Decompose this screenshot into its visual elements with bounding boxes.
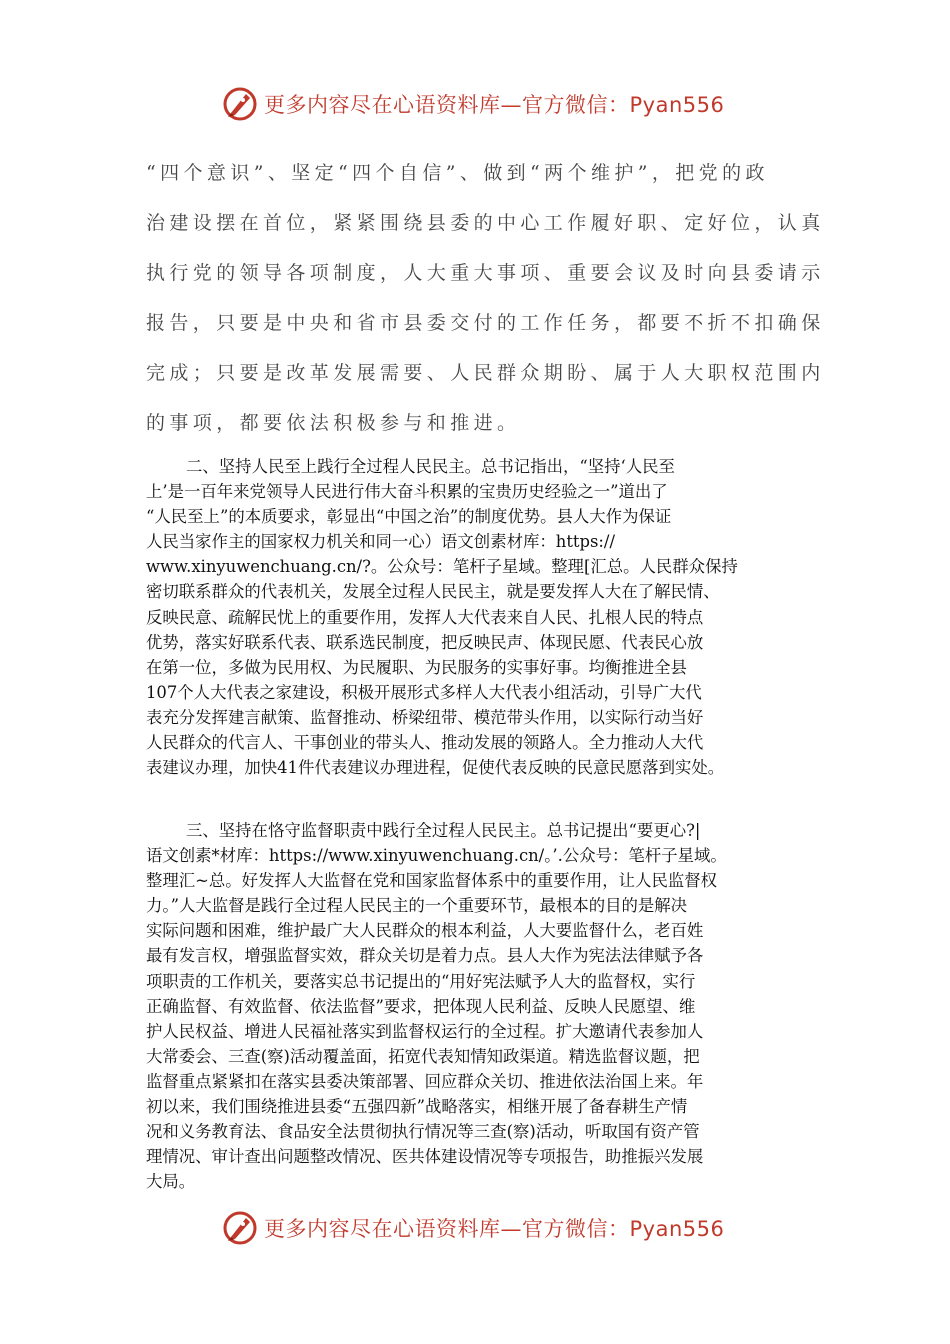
- text-line: 护人民权益、增进人民福祉落实到监督权运行的全过程。扩大邀请代表参加人: [146, 1021, 704, 1041]
- text-line: www.xinyuwenchuang.cn/?。公众号：笔杆子星域。整理[汇总。人民群众保持: [146, 557, 738, 577]
- footer-banner: [222, 1208, 742, 1248]
- text-line: 初以来，我们围绕推进县委“五强四新”战略落实，相继开展了备春耕生产情: [146, 1097, 688, 1117]
- text-line: 的事项，都要依法积极参与和推进。: [146, 412, 521, 434]
- section-heading-line: 二、坚持人民至上践行全过程人民民主。总书记指出，“坚持‘人民至: [186, 457, 675, 476]
- intro-paragraph: [146, 148, 825, 448]
- section-three: [146, 818, 810, 1194]
- text-line: 最有发言权，增强监督实效，群众关切是着力点。县人大作为宪法法律赋予各: [146, 946, 704, 966]
- text-line: 人民群众的代言人、干事创业的带头人、推动发展的领路人。全力推动人大代: [146, 733, 704, 753]
- text-line: 整理汇~总。好发挥人大监督在党和国家监督体系中的重要作用，让人民监督权: [146, 871, 718, 891]
- text-line: 表建议办理，加快41件代表建议办理进程，促使代表反映的民意民愿落到实处。: [146, 758, 725, 778]
- section-heading-line: 三、坚持在恪守监督职责中践行全过程人民民主。总书记提出“要更心?|: [186, 821, 701, 840]
- text-line: 优势，落实好联系代表、联系选民制度，把反映民声、体现民愿、代表民心放: [146, 632, 704, 652]
- text-line: 在第一位，多做为民用权、为民履职、为民服务的实事好事。均衡推进全县: [146, 657, 687, 677]
- text-line: 报告，只要是中央和省市县委交付的工作任务，都要不折不扣确保: [146, 312, 825, 334]
- text-line: 监督重点紧紧扣在落实县委决策部署、回应群众关切、推进依法治国上来。年: [146, 1071, 704, 1091]
- text-line: 力。”人大监督是践行全过程人民民主的一个重要环节，最根本的目的是解决: [146, 896, 688, 916]
- text-line: “人民至上”的本质要求，彰显出“中国之治”的制度优势。县人大作为保证: [146, 507, 672, 527]
- text-line: 项职责的工作机关，要落实总书记提出的“用好宪法赋予人大的监督权，实行: [146, 971, 696, 991]
- text-line: 人民当家作主的国家权力机关和同一心）语文创素材库：https://: [146, 532, 615, 552]
- section-two: [146, 454, 810, 780]
- banner-text: 更多内容尽在心语资料库—官方微信：Pyan556: [264, 1217, 725, 1241]
- text-line: 反映民意、疏解民忧上的重要作用，发挥人大代表来自人民、扎根人民的特点: [146, 607, 704, 627]
- text-line: 完成；只要是改革发展需要、人民群众期盼、属于人大职权范围内: [146, 362, 825, 384]
- text-line: 大常委会、三查(察)活动覆盖面，拓宽代表知情知政渠道。精选监督议题，把: [146, 1046, 700, 1066]
- text-line: 治建设摆在首位，紧紧围绕县委的中心工作履好职、定好位，认真: [146, 212, 825, 234]
- text-line: 况和义务教育法、食品安全法贯彻执行情况等三查(察)活动，听取国有资产管: [146, 1122, 700, 1142]
- pen-nib-logo-icon: [222, 86, 258, 122]
- text-line: 上’是一百年来党领导人民进行伟大奋斗积累的宝贵历史经验之一”道出了: [146, 482, 668, 502]
- text-line: 密切联系群众的代表机关，发展全过程人民民主，就是要发挥人大在了解民情、: [146, 582, 720, 602]
- text-line: 执行党的领导各项制度，人大重大事项、重要会议及时向县委请示: [146, 262, 825, 284]
- banner-text: 更多内容尽在心语资料库—官方微信：Pyan556: [264, 93, 725, 117]
- text-line: 表充分发挥建言献策、监督推动、桥梁纽带、模范带头作用，以实际行动当好: [146, 707, 704, 727]
- header-banner: [222, 84, 742, 124]
- text-line: “四个意识”、坚定“四个自信”、做到“两个维护”，把党的政: [146, 162, 769, 184]
- text-line: 理情况、审计查出问题整改情况、医共体建设情况等专项报告，助推振兴发展: [146, 1147, 704, 1167]
- text-line: 107个人大代表之家建设，积极开展形式多样人大代表小组活动，引导广大代: [146, 682, 702, 702]
- text-line: 实际问题和困难，维护最广大人民群众的根本利益，人大要监督什么，老百姓: [146, 921, 704, 941]
- text-line: 语文创素*材库：https://www.xinyuwenchuang.cn/。’.公众号：笔杆子星域。: [146, 846, 727, 866]
- pen-nib-logo-icon: [222, 1210, 258, 1246]
- text-line: 正确监督、有效监督、依法监督”要求，把体现人民利益、反映人民愿望、维: [146, 996, 696, 1016]
- text-line: 大局。: [146, 1172, 196, 1192]
